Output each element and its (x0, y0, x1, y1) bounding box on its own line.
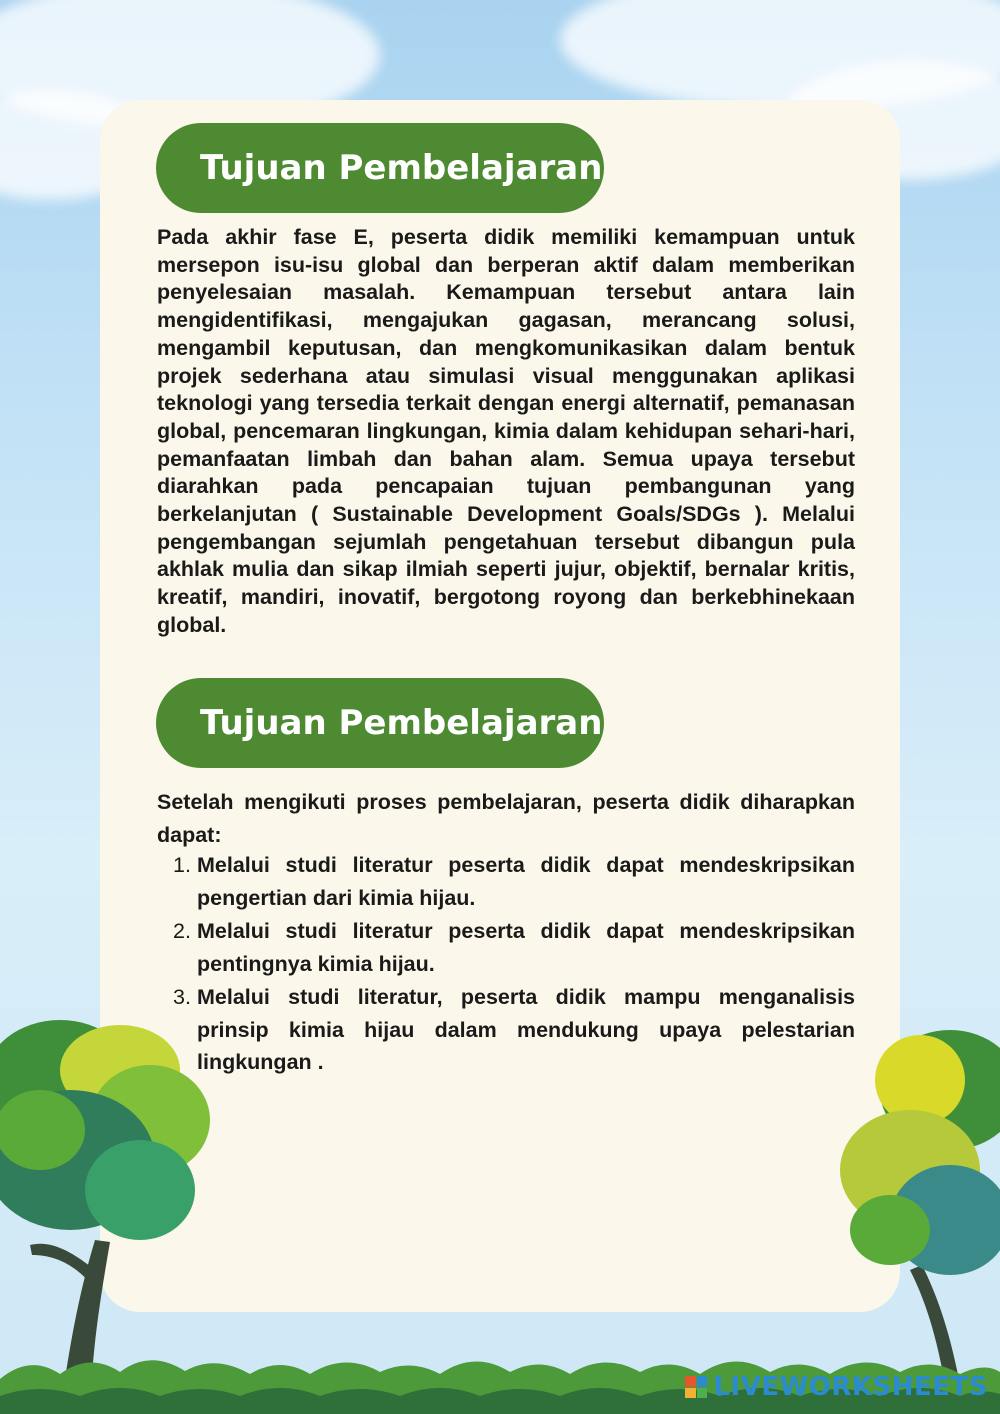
section-title-pill (156, 123, 604, 213)
liveworksheets-watermark (685, 1372, 988, 1402)
section-title: Tujuan Pembelajaran (200, 148, 603, 188)
section-title-pill (156, 678, 604, 768)
watermark-text: LIVEWORKSHEETS (713, 1372, 988, 1402)
objectives-list (157, 849, 855, 1080)
list-item: 1. Melalui studi literatur peserta didik dapat mendeskripsikan pengertian dari kimia hijau. (173, 853, 855, 910)
section-title: Tujuan Pembelajaran (200, 703, 603, 743)
list-item: 3. Melalui studi literatur, peserta didik mampu menganalisis prinsip kimia hijau dalam mendukung upaya pelestarian lingkungan . (173, 985, 855, 1074)
liveworksheets-logo-icon (685, 1376, 707, 1398)
learning-goal-paragraph: Pada akhir fase E, peserta didik memiliki kemampuan untuk mersepon isu-isu global dan berperan aktif dalam memberikan penyelesaian masalah. Kemampuan tersebut antara lain mengidentifikasi, mengajukan gagasan, merancang solusi, mengambil keputusan, dan mengkomunikasikan dalam bentuk projek sederhana atau simulasi visual menggunakan aplikasi teknologi yang tersedia terkait dengan energi alternatif, pemanasan global, pencemaran lingkungan, kimia dalam kehidupan sehari-hari, pemanfaatan limbah dan bahan alam. Semua upaya tersebut diarahkan pada pencapaian tujuan pembangunan yang berkelanjutan ( Sustainable Development Goals/SDGs ). Melalui pengembangan sejumlah pengetahuan tersebut dibangun pula akhlak mulia dan sikap ilmiah seperti jujur, objektif, bernalar kritis, kreatif, mandiri, inovatif, bergotong royong dan berkebhinekaan global. (157, 225, 855, 637)
list-item: 2. Melalui studi literatur peserta didik dapat mendeskripsikan pentingnya kimia hijau. (173, 919, 855, 976)
objectives-intro: Setelah mengikuti proses pembelajaran, peserta didik diharapkan dapat: (157, 790, 855, 847)
